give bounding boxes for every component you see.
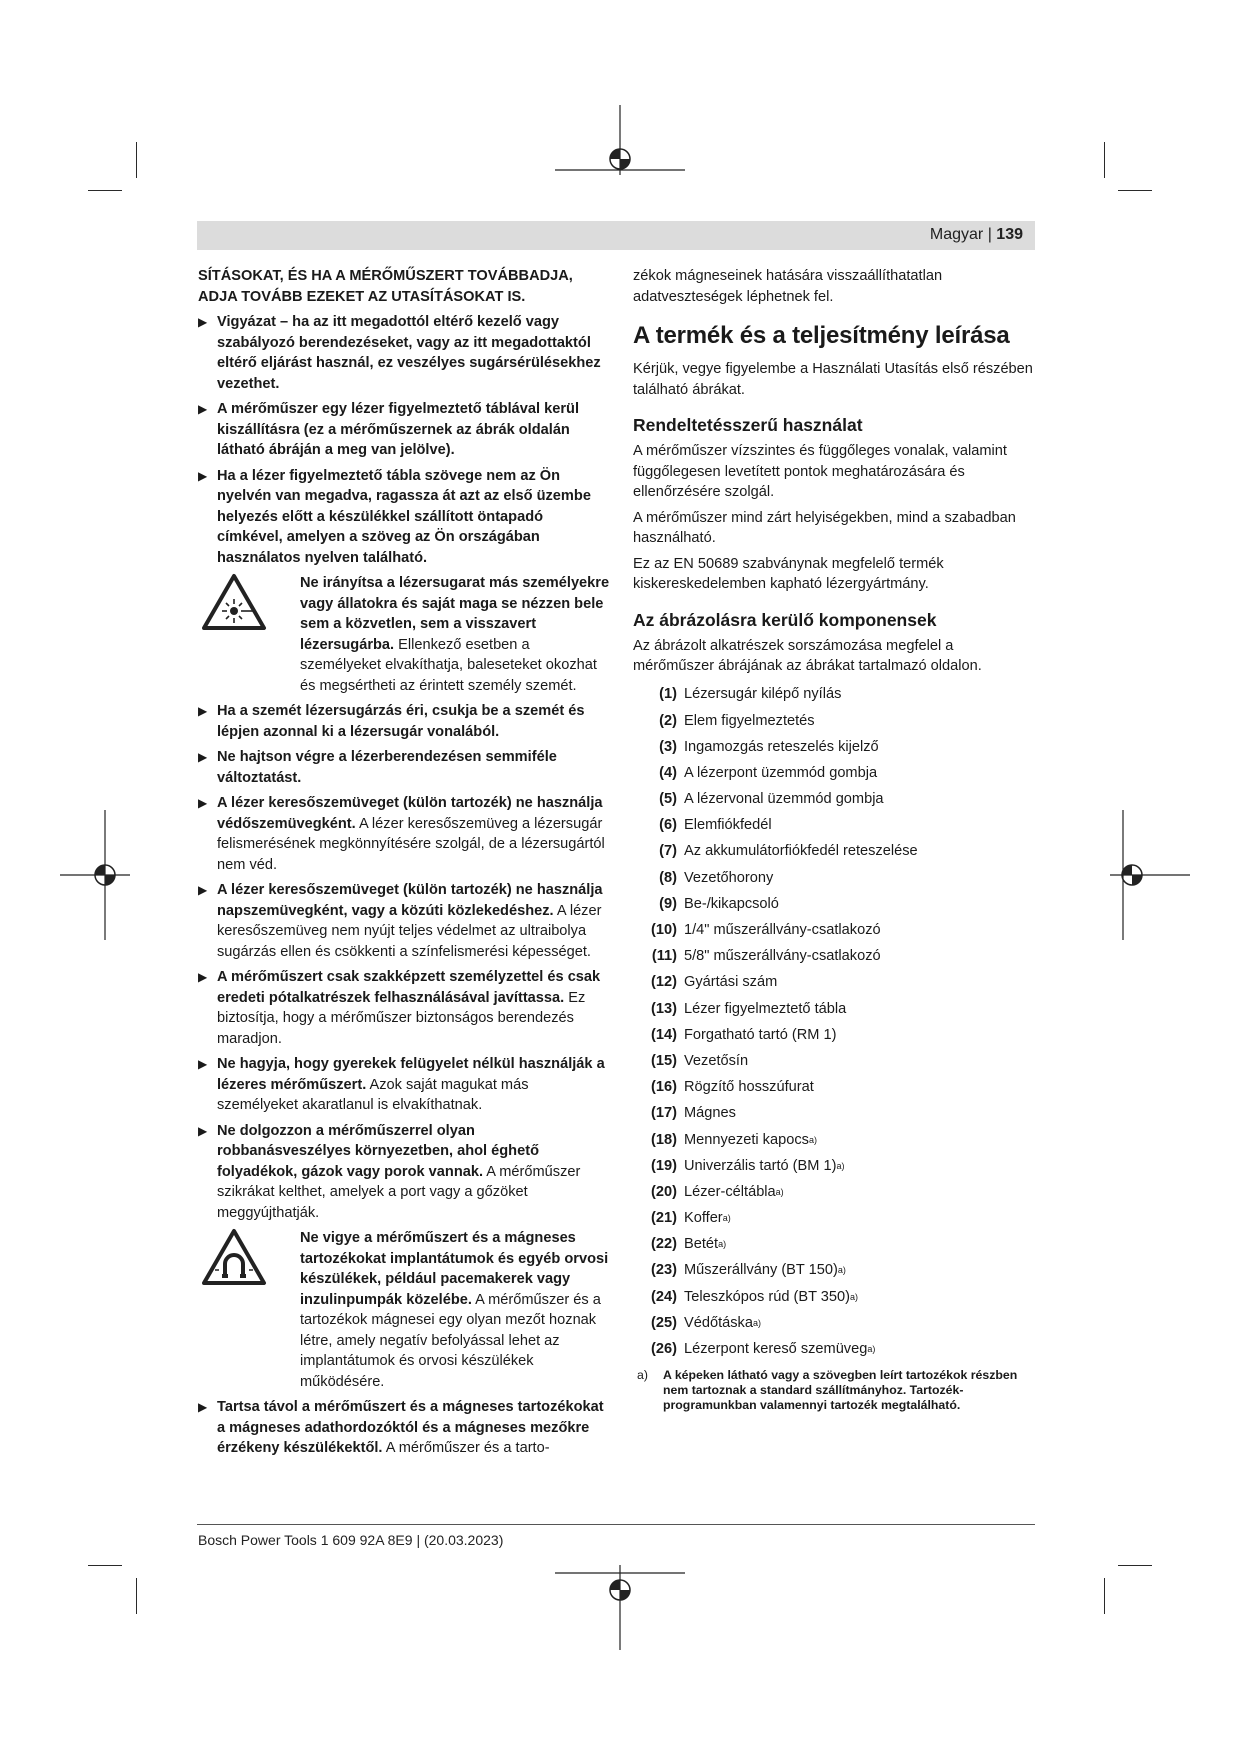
component-number: (23) bbox=[651, 1262, 677, 1279]
component-number: (19) bbox=[651, 1157, 677, 1174]
bullet-triangle-icon: ▶ bbox=[198, 1123, 208, 1138]
bullet-triangle-icon: ▶ bbox=[198, 315, 208, 329]
component-item bbox=[633, 839, 1038, 865]
bullet-bold: Vigyázat – ha az itt megadottól eltérő kezelő vagy szabályozó berendezéseket, vagy az itt megadottaktól eltérő eljárást használ, ez veszélyes sugársérülésekhez vezethet. bbox=[217, 314, 601, 392]
bullet-text: A lézer keresőszemüveg nem nyújt teljes védelmet az ultraibolya sugárzás ellen és csökkenti a színfelismerési képességet. bbox=[217, 902, 602, 960]
component-item bbox=[633, 1310, 1038, 1336]
component-label: Mágnes bbox=[684, 1105, 736, 1122]
component-item bbox=[633, 1258, 1038, 1284]
component-label: Vezetősín bbox=[684, 1052, 749, 1069]
component-footnote-ref: a) bbox=[850, 1291, 859, 1302]
component-item bbox=[633, 891, 1038, 917]
magnet-warning-block bbox=[217, 1228, 611, 1392]
component-label: A lézerpont üzemmód gombja bbox=[684, 764, 878, 781]
component-number: (26) bbox=[651, 1341, 677, 1358]
bullet-triangle-icon: ▶ bbox=[198, 796, 208, 810]
footer-divider bbox=[197, 1524, 1035, 1525]
component-item bbox=[633, 682, 1038, 708]
component-label: Betét bbox=[684, 1236, 719, 1253]
component-footnote-ref: a) bbox=[837, 1265, 846, 1276]
bullet-bold: Ne hagyja, hogy gyerekek felügyelet nélkül használják a lézeres mérőműszert. bbox=[217, 1056, 605, 1093]
component-footnote-ref: a) bbox=[752, 1317, 761, 1328]
component-footnote-ref: a) bbox=[775, 1186, 784, 1197]
component-footnote-ref: a) bbox=[718, 1239, 727, 1250]
component-label: Az akkumulátorfiókfedél reteszelése bbox=[684, 843, 918, 860]
bullet-item bbox=[198, 747, 611, 788]
component-label: Koffer bbox=[684, 1210, 723, 1227]
magnet-warning-bold: Ne vigye a mérőműszert és a mágneses tartozékokat implantátumok és egyéb orvosi készülékek, például pacemakerek vagy inzulinpumpák közelébe. bbox=[300, 1230, 609, 1308]
left-column bbox=[198, 266, 611, 1464]
bullet-item bbox=[198, 1121, 611, 1224]
laser-warning-icon bbox=[201, 573, 267, 631]
component-label: Gyártási szám bbox=[684, 974, 778, 991]
components-intro: Az ábrázolt alkatrészek sorszámozása megfelel a mérőműszer ábrájának az ábrákat tartalmazó oldalon. bbox=[633, 637, 982, 674]
component-item bbox=[633, 970, 1038, 996]
laser-warning-text: Ellenkező esetben a személyeket elvakíthatja, baleseteket okozhat és megsértheti az érintett személy szemét. bbox=[300, 636, 597, 694]
bullet-item bbox=[198, 967, 611, 1049]
component-footnote-ref: a) bbox=[808, 1134, 817, 1145]
footer-text: Bosch Power Tools 1 609 92A 8E9 | (20.03.2023) bbox=[198, 1532, 504, 1548]
component-number: (24) bbox=[651, 1288, 677, 1305]
component-footnote-ref: a) bbox=[722, 1213, 731, 1224]
bullet-bold: Ne dolgozzon a mérőműszerrel olyan robbanásveszélyes környezetben, ahol éghető folyadékok, gázok vagy porok vannak. bbox=[217, 1122, 539, 1180]
laser-warning-block bbox=[217, 573, 611, 696]
bullet-text: Azok saját magukat más személyeket akaratlanul is elvakíthatnak. bbox=[217, 1076, 529, 1113]
component-item bbox=[633, 1048, 1038, 1074]
registration-mark-bottom bbox=[555, 1565, 685, 1655]
component-number: (1) bbox=[659, 686, 677, 703]
component-number: (17) bbox=[651, 1105, 677, 1122]
bullet-text: A lézer keresőszemüveg a lézersugár felismerésének megkönnyítésére szolgál, de a lézersugártól nem véd. bbox=[217, 815, 605, 873]
bullet-item bbox=[198, 701, 611, 742]
component-number: (3) bbox=[659, 738, 677, 755]
component-label: Univerzális tartó (BM 1) bbox=[684, 1157, 837, 1174]
component-number: (8) bbox=[659, 869, 677, 886]
component-item bbox=[633, 786, 1038, 812]
component-label: Be-/kikapcsoló bbox=[684, 895, 779, 912]
components-title: Az ábrázolásra kerülő komponensek bbox=[633, 609, 937, 630]
component-label: 1/4" műszerállvány-csatlakozó bbox=[684, 922, 881, 939]
component-item bbox=[633, 708, 1038, 734]
component-number: (13) bbox=[651, 1000, 677, 1017]
footnote-text: A képeken látható vagy a szövegben leírt tartozékok részben nem tartoznak a standard szállítmányhoz. Tartozék-programunkban valamennyi tartozék megtalálható. bbox=[663, 1368, 1018, 1413]
component-number: (20) bbox=[651, 1183, 677, 1200]
component-item bbox=[633, 734, 1038, 760]
component-item bbox=[633, 1336, 1038, 1362]
bullet-bold: A lézer keresőszemüveget (külön tartozék) ne használja napszemüvegként, vagy a közúti közlekedéshez. bbox=[217, 882, 603, 919]
component-label: Lézer figyelmeztető tábla bbox=[684, 1000, 847, 1017]
component-label: Lézersugár kilépő nyílás bbox=[684, 686, 842, 703]
component-item bbox=[633, 1205, 1038, 1231]
component-item bbox=[633, 760, 1038, 786]
bullet-bold: Ha a lézer figyelmeztető tábla szövege nem az Ön nyelvén van megadva, ragassza át azt az első üzembe helyezés előtt a készülékkel szállított öntapadó címkével, amelyen a szöveg az Ön országában használatos nyelven található. bbox=[217, 467, 591, 566]
bullet-triangle-icon: ▶ bbox=[198, 1400, 208, 1414]
component-number: (4) bbox=[659, 764, 677, 781]
component-number: (18) bbox=[651, 1131, 677, 1148]
page-header bbox=[197, 221, 1035, 250]
intended-use-paragraph: Ez az EN 50689 szabványnak megfelelő termék kiskereskedelemben kapható lézergyártmány. bbox=[633, 555, 944, 592]
component-item bbox=[633, 1153, 1038, 1179]
component-item bbox=[633, 812, 1038, 838]
bullet-item bbox=[198, 399, 611, 461]
bullet-triangle-icon: ▶ bbox=[198, 1057, 208, 1071]
component-item bbox=[633, 1127, 1038, 1153]
continuation-text: zékok mágneseinek hatására visszaállíthatatlan adatveszteségek léphetnek fel. bbox=[633, 268, 943, 305]
magnet-warning-icon bbox=[201, 1228, 267, 1286]
section-title: A termék és a teljesítmény leírása bbox=[633, 322, 1010, 349]
bullet-item bbox=[198, 466, 611, 569]
component-label: Lézerpont kereső szemüveg bbox=[684, 1341, 868, 1358]
component-label: Műszerállvány (BT 150) bbox=[684, 1262, 838, 1279]
component-label: Vezetőhorony bbox=[684, 869, 774, 886]
bullet-triangle-icon: ▶ bbox=[198, 970, 208, 984]
component-label: Teleszkópos rúd (BT 350) bbox=[684, 1288, 851, 1305]
component-item bbox=[633, 1179, 1038, 1205]
section-intro: Kérjük, vegye figyelembe a Használati Utasítás első részében található ábrákat. bbox=[633, 361, 1033, 398]
page-number: 139 bbox=[996, 226, 1023, 243]
component-item bbox=[633, 996, 1038, 1022]
components-list bbox=[633, 682, 1038, 1363]
bullet-item bbox=[198, 312, 611, 394]
laser-warning-bold: Ne irányítsa a lézersugarat más személyekre vagy állatokra és saját maga se nézzen bele sem a közvetlen, sem a visszavert lézersugárba. bbox=[300, 575, 610, 653]
intended-use-paragraph: A mérőműszer mind zárt helyiségekben, mind a szabadban használható. bbox=[633, 509, 1016, 546]
bullet-bold: A mérőműszert csak szakképzett személyzettel és csak eredeti pótalkatrészek felhasználásával javíttassa. bbox=[217, 969, 601, 1006]
component-label: Ingamozgás reteszelés kijelző bbox=[684, 738, 879, 755]
component-number: (12) bbox=[651, 974, 677, 991]
component-number: (5) bbox=[659, 791, 677, 808]
component-label: Védőtáska bbox=[684, 1314, 753, 1331]
component-label: A lézervonal üzemmód gombja bbox=[684, 791, 884, 808]
component-number: (22) bbox=[651, 1236, 677, 1253]
bullet-triangle-icon: ▶ bbox=[198, 704, 208, 718]
component-number: (9) bbox=[659, 895, 677, 912]
component-item bbox=[633, 1022, 1038, 1048]
component-label: Elemfiókfedél bbox=[684, 817, 772, 834]
bullet-item bbox=[198, 793, 611, 875]
component-label: Lézer-céltábla bbox=[684, 1183, 776, 1200]
bullet-text: Ez biztosítja, hogy a mérőműszer biztonságos berendezés maradjon. bbox=[217, 989, 586, 1047]
component-number: (21) bbox=[651, 1210, 677, 1227]
header-text bbox=[930, 226, 1023, 244]
component-number: (25) bbox=[651, 1314, 677, 1331]
bullet-triangle-icon: ▶ bbox=[198, 468, 208, 483]
component-number: (15) bbox=[651, 1052, 677, 1069]
bullet-item bbox=[198, 1054, 611, 1116]
magnet-warning-text: A mérőműszer és a tartozékok mágnesei egy olyan mezőt hoznak létre, amely negatív befolyással lehet az implantátumok és orvosi készülékek működésére. bbox=[300, 1291, 601, 1390]
component-number: (2) bbox=[659, 712, 677, 729]
registration-mark-top bbox=[555, 105, 685, 185]
component-number: (11) bbox=[651, 948, 677, 965]
component-footnote-ref: a) bbox=[836, 1160, 845, 1171]
bullet-triangle-icon: ▶ bbox=[198, 402, 208, 416]
component-number: (10) bbox=[651, 922, 677, 939]
intended-use-title: Rendeltetésszerű használat bbox=[633, 415, 863, 435]
component-number: (16) bbox=[651, 1079, 677, 1096]
component-label: Rögzítő hosszúfurat bbox=[684, 1079, 814, 1096]
component-number: (14) bbox=[651, 1026, 677, 1043]
header-separator: | bbox=[987, 226, 992, 243]
intro-bold-text: SÍTÁSOKAT, ÉS HA A MÉRŐMŰSZERT TOVÁBBADJA, ADJA TOVÁBB EZEKET AZ UTASÍTÁSOKAT IS. bbox=[198, 268, 573, 305]
bullet-bold: Tartsa távol a mérőműszert és a mágneses tartozékokat a mágneses adathordozóktól és a mágneses mezőkre érzékeny készülékektől. bbox=[217, 1399, 604, 1456]
component-number: (7) bbox=[659, 843, 677, 860]
bullet-bold: Ne hajtson végre a lézerberendezésen semmiféle változtatást. bbox=[217, 749, 557, 786]
component-item bbox=[633, 1284, 1038, 1310]
component-item bbox=[633, 1231, 1038, 1257]
footnote bbox=[633, 1368, 1038, 1413]
component-item bbox=[633, 943, 1038, 969]
registration-mark-left bbox=[60, 810, 130, 940]
bullet-item bbox=[198, 1397, 611, 1459]
bullet-text: A mérőműszer és a tarto- bbox=[382, 1440, 550, 1456]
component-item bbox=[633, 1074, 1038, 1100]
component-label: Forgatható tartó (RM 1) bbox=[684, 1026, 837, 1043]
intended-use-paragraph: A mérőműszer vízszintes és függőleges vonalak, valamint függőlegesen levetített pontok meghatározására és ellenőrzésére szolgál. bbox=[633, 443, 1007, 500]
component-label: Mennyezeti kapocs bbox=[684, 1131, 809, 1148]
bullet-bold: Ha a szemét lézersugárzás éri, csukja be a szemét és lépjen azonnal ki a lézersugár vonalából. bbox=[217, 703, 585, 740]
bullet-bold: A mérőműszer egy lézer figyelmeztető táblával kerül kiszállításra (ez a mérőműszernek az ábrák oldalán látható ábráján a meg van jelölve). bbox=[217, 401, 580, 458]
component-label: Elem figyelmeztetés bbox=[684, 712, 815, 729]
component-item bbox=[633, 917, 1038, 943]
component-footnote-ref: a) bbox=[867, 1344, 876, 1355]
bullet-item bbox=[198, 880, 611, 962]
bullet-bold: A lézer keresőszemüveget (külön tartozék) ne használja védőszemüvegként. bbox=[217, 795, 603, 832]
component-label: 5/8" műszerállvány-csatlakozó bbox=[684, 948, 881, 965]
component-number: (6) bbox=[659, 817, 677, 834]
footnote-mark: a) bbox=[637, 1368, 648, 1383]
header-language: Magyar bbox=[929, 226, 984, 243]
bullet-triangle-icon: ▶ bbox=[198, 750, 208, 764]
bullet-text: A mérőműszer szikrákat kelthet, amelyek a port vagy a gőzöket meggyújthatják. bbox=[217, 1163, 581, 1221]
component-item bbox=[633, 865, 1038, 891]
right-column bbox=[633, 266, 1038, 1413]
registration-mark-right bbox=[1110, 810, 1190, 940]
component-item bbox=[633, 1101, 1038, 1127]
bullet-triangle-icon: ▶ bbox=[198, 883, 208, 897]
